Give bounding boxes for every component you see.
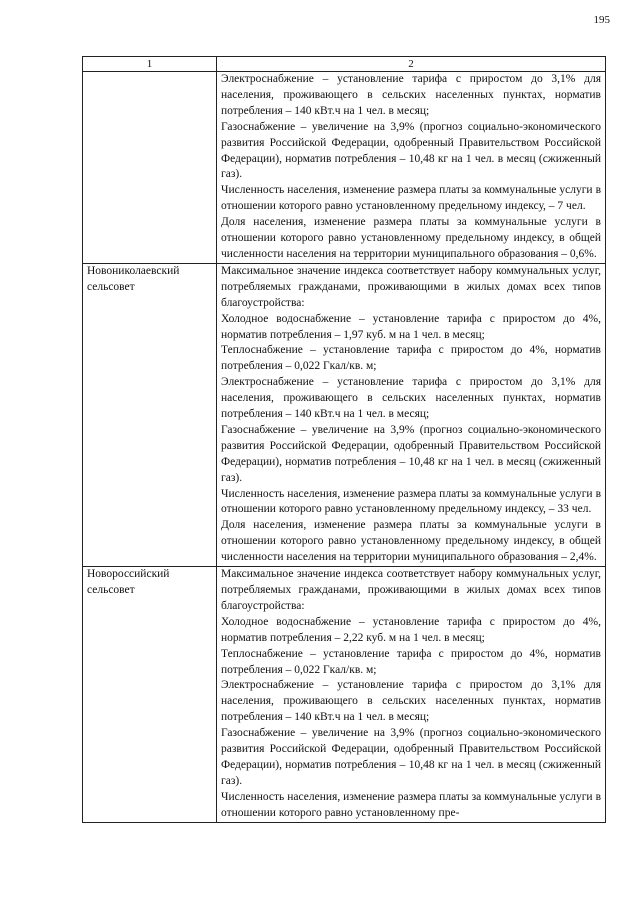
paragraph: Электроснабжение – установление тарифа с приростом до 3,1% для населения, проживающего в сельских населенных пунктах, норматив потребления – 140 кВт.ч на 1 чел. в месяц; <box>221 376 601 421</box>
column-header-2: 2 <box>217 57 606 72</box>
municipality-cell <box>83 72 217 264</box>
table-row <box>83 567 606 823</box>
paragraph: Численность населения, изменение размера платы за коммунальные услуги в отношении которого равно установленному пре- <box>221 790 601 819</box>
paragraph: Доля населения, изменение размера платы за коммунальные услуги в отношении которого равно установленному предельному индексу, в общей численности населения на территории муниципального образования – 0,6%. <box>221 216 601 260</box>
municipality-cell: Новониколаевский сельсовет <box>83 263 217 566</box>
paragraph: Электроснабжение – установление тарифа с приростом до 3,1% для населения, проживающего в сельских населенных пунктах, норматив потребления – 140 кВт.ч на 1 чел. в месяц; <box>221 73 601 117</box>
paragraph: Электроснабжение – установление тарифа с приростом до 3,1% для населения, проживающего в сельских населенных пунктах, норматив потребления – 140 кВт.ч на 1 чел. в месяц; <box>221 679 601 724</box>
paragraph: Газоснабжение – увеличение на 3,9% (прогноз социально-экономического развития Российской Федерации, одобренный Правительством Российской Федерации), норматив потребления – 10,48 кг на 1 чел. в месяц (сжиженный газ). <box>221 120 601 181</box>
municipality-cell: Новороссийский сельсовет <box>83 567 217 823</box>
paragraph: Теплоснабжение – установление тарифа с приростом до 4%, норматив потребления – 0,022 Гкал/кв. м; <box>221 647 601 676</box>
page-number: 195 <box>593 14 610 26</box>
table-header-row <box>83 57 606 72</box>
paragraph: Численность населения, изменение размера платы за коммунальные услуги в отношении которого равно установленному предельному индексу, – 33 чел. <box>221 487 601 516</box>
paragraph: Численность населения, изменение размера платы за коммунальные услуги в отношении которого равно установленному предельному индексу, – 7 чел. <box>221 184 601 213</box>
paragraph: Максимальное значение индекса соответствует набору коммунальных услуг, потребляемых гражданами, проживающими в жилых домах всех типов благоустройства: <box>221 264 601 309</box>
paragraph: Доля населения, изменение размера платы за коммунальные услуги в отношении которого равно установленному предельному индексу, в общей численности населения на территории муниципального образования – 2,4%. <box>221 519 601 564</box>
paragraph: Холодное водоснабжение – установление тарифа с приростом до 4%, норматив потребления – 1,97 куб. м на 1 чел. в месяц; <box>221 312 601 341</box>
description-cell <box>217 567 606 823</box>
description-cell <box>217 72 606 264</box>
paragraph: Максимальное значение индекса соответствует набору коммунальных услуг, потребляемых гражданами, проживающими в жилых домах всех типов благоустройства: <box>221 568 601 612</box>
table-row <box>83 72 606 264</box>
description-cell <box>217 263 606 566</box>
document-table <box>82 56 606 823</box>
paragraph: Газоснабжение – увеличение на 3,9% (прогноз социально-экономического развития Российской Федерации, одобренный Правительством Российской Федерации), норматив потребления – 10,48 кг на 1 чел. в месяц (сжиженный газ). <box>221 423 601 484</box>
table-row <box>83 263 606 566</box>
paragraph: Холодное водоснабжение – установление тарифа с приростом до 4%, норматив потребления – 2,22 куб. м на 1 чел. в месяц; <box>221 615 601 644</box>
paragraph: Теплоснабжение – установление тарифа с приростом до 4%, норматив потребления – 0,022 Гкал/кв. м; <box>221 344 601 373</box>
column-header-1: 1 <box>83 57 217 72</box>
paragraph: Газоснабжение – увеличение на 3,9% (прогноз социально-экономического развития Российской Федерации, одобренный Правительством Российской Федерации), норматив потребления – 10,48 кг на 1 чел. в месяц (сжиженный газ). <box>221 727 601 787</box>
